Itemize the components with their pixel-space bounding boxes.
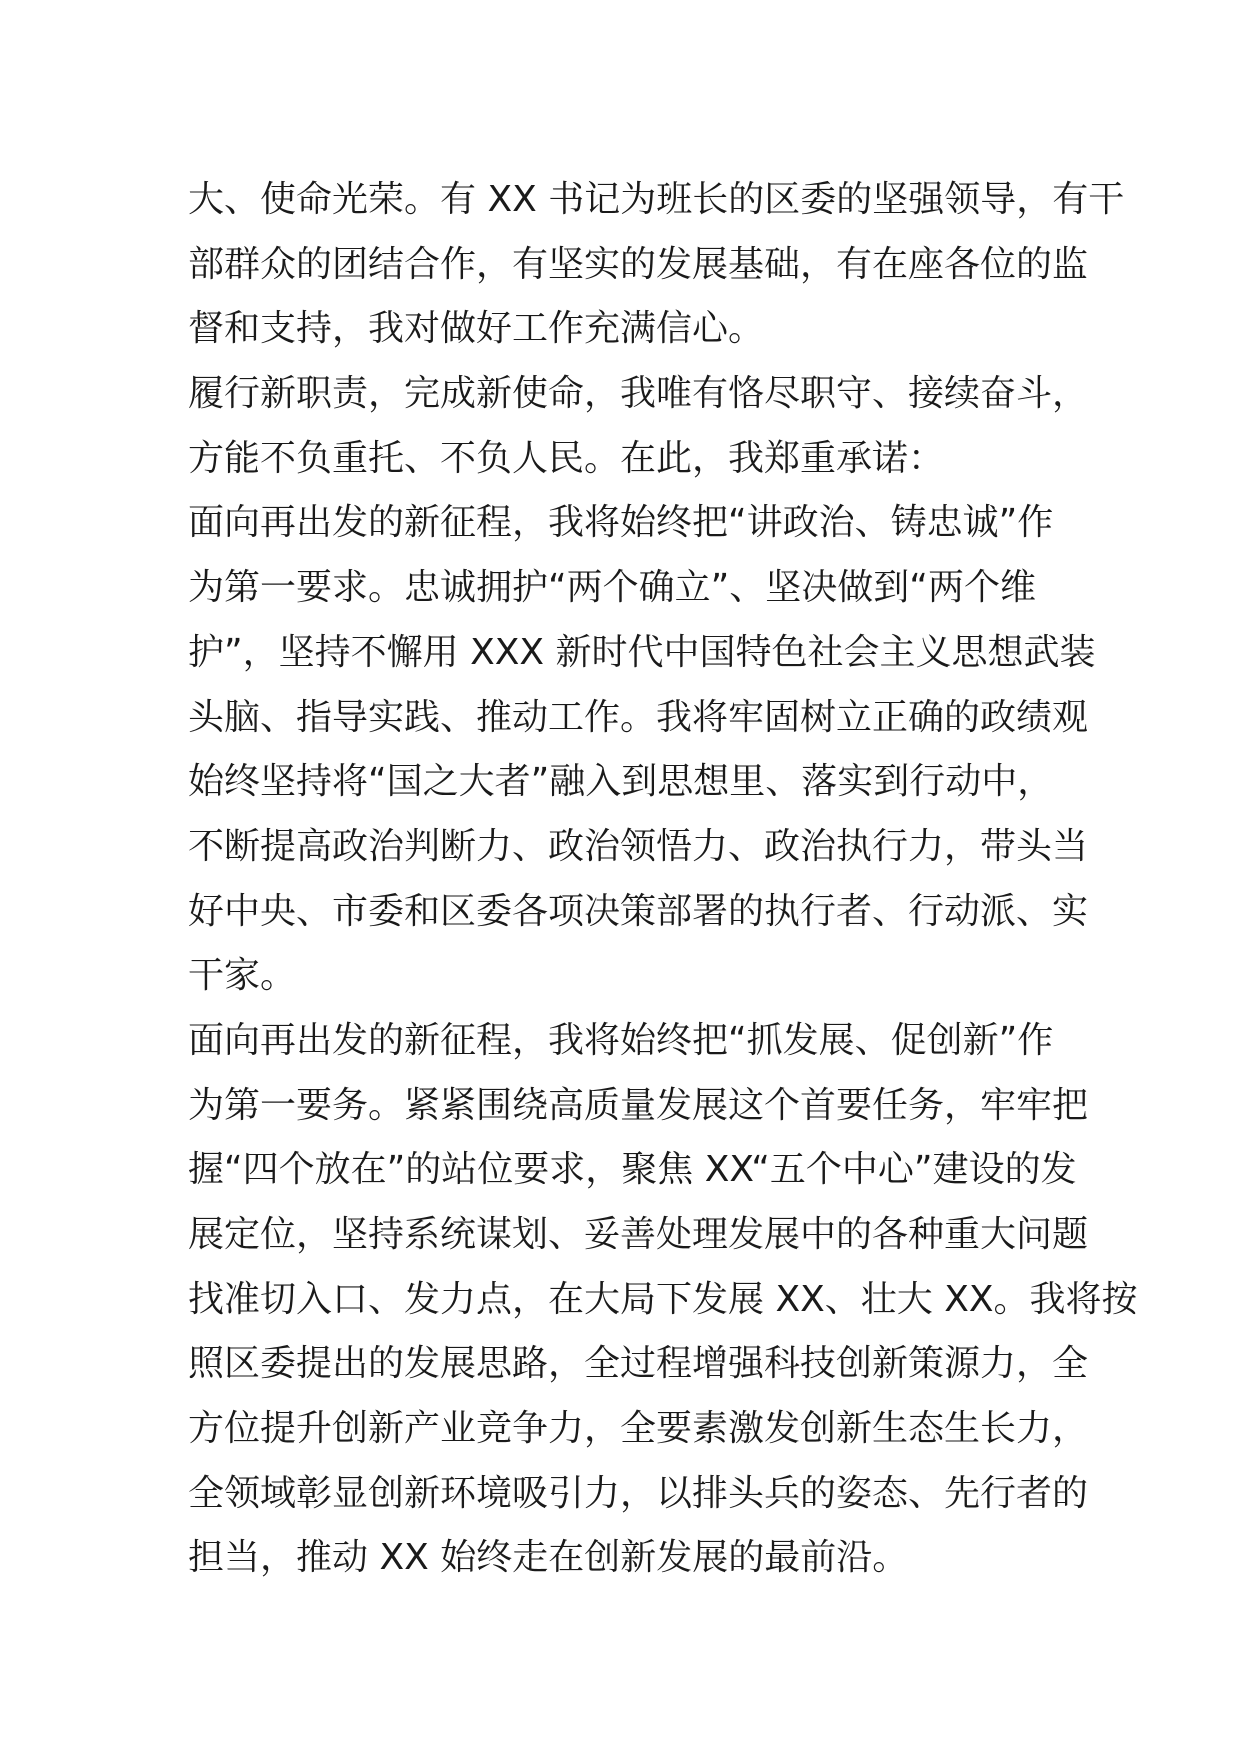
text-line: 头脑、指导实践、推动工作。我将牢固树立正确的政绩观 — [188, 696, 1089, 738]
text-line: 找准切入口、发力点，在大局下发展 XX、壮大 XX。我将按 — [188, 1278, 1138, 1320]
text-line: 面向再出发的新征程，我将始终把“抓发展、促创新”作 — [188, 1019, 1054, 1061]
text-line: 展定位，坚持系统谋划、妥善处理发展中的各种重大问题 — [188, 1214, 1089, 1255]
text-line: 履行新职责，完成新使命，我唯有恪尽职守、接续奋斗， — [188, 373, 1089, 415]
text-line: 始终坚持将“国之大者”融入到思想里、落实到行动中， — [188, 761, 1054, 803]
text-line: 全领域彰显创新环境吸引力，以排头兵的姿态、先行者的 — [188, 1472, 1089, 1514]
text-line: 方位提升创新产业竞争力，全要素激发创新生态生长力， — [188, 1408, 1089, 1450]
text-line: 照区委提出的发展思路，全过程增强科技创新策源力，全 — [188, 1343, 1089, 1385]
text-line: 大、使命光荣。有 XX 书记为班长的区委的坚强领导，有干 — [188, 179, 1125, 220]
text-line: 为第一要求。忠诚拥护“两个确立”、坚决做到“两个维 — [188, 567, 1036, 609]
body-text — [188, 168, 1138, 1591]
text-line: 握“四个放在”的站位要求，聚焦 XX“五个中心”建设的发 — [188, 1149, 1077, 1191]
text-line: 部群众的团结合作，有坚实的发展基础，有在座各位的监 — [188, 243, 1089, 285]
text-line: 护”，坚持不懈用 XXX 新时代中国特色社会主义思想武装 — [188, 631, 1096, 673]
text-line: 方能不负重托、不负人民。在此，我郑重承诺： — [188, 437, 945, 479]
text-line: 为第一要务。紧紧围绕高质量发展这个首要任务，牢牢把 — [188, 1084, 1089, 1126]
text-line: 干家。 — [188, 955, 297, 997]
text-line: 好中央、市委和区委各项决策部署的执行者、行动派、实 — [188, 890, 1089, 932]
text-line: 督和支持，我对做好工作充满信心。 — [188, 308, 765, 350]
text-line: 面向再出发的新征程，我将始终把“讲政治、铸忠诚”作 — [188, 502, 1054, 544]
text-line: 不断提高政治判断力、政治领悟力、政治执行力，带头当 — [188, 825, 1089, 867]
text-line: 担当，推动 XX 始终走在创新发展的最前沿。 — [188, 1537, 909, 1579]
